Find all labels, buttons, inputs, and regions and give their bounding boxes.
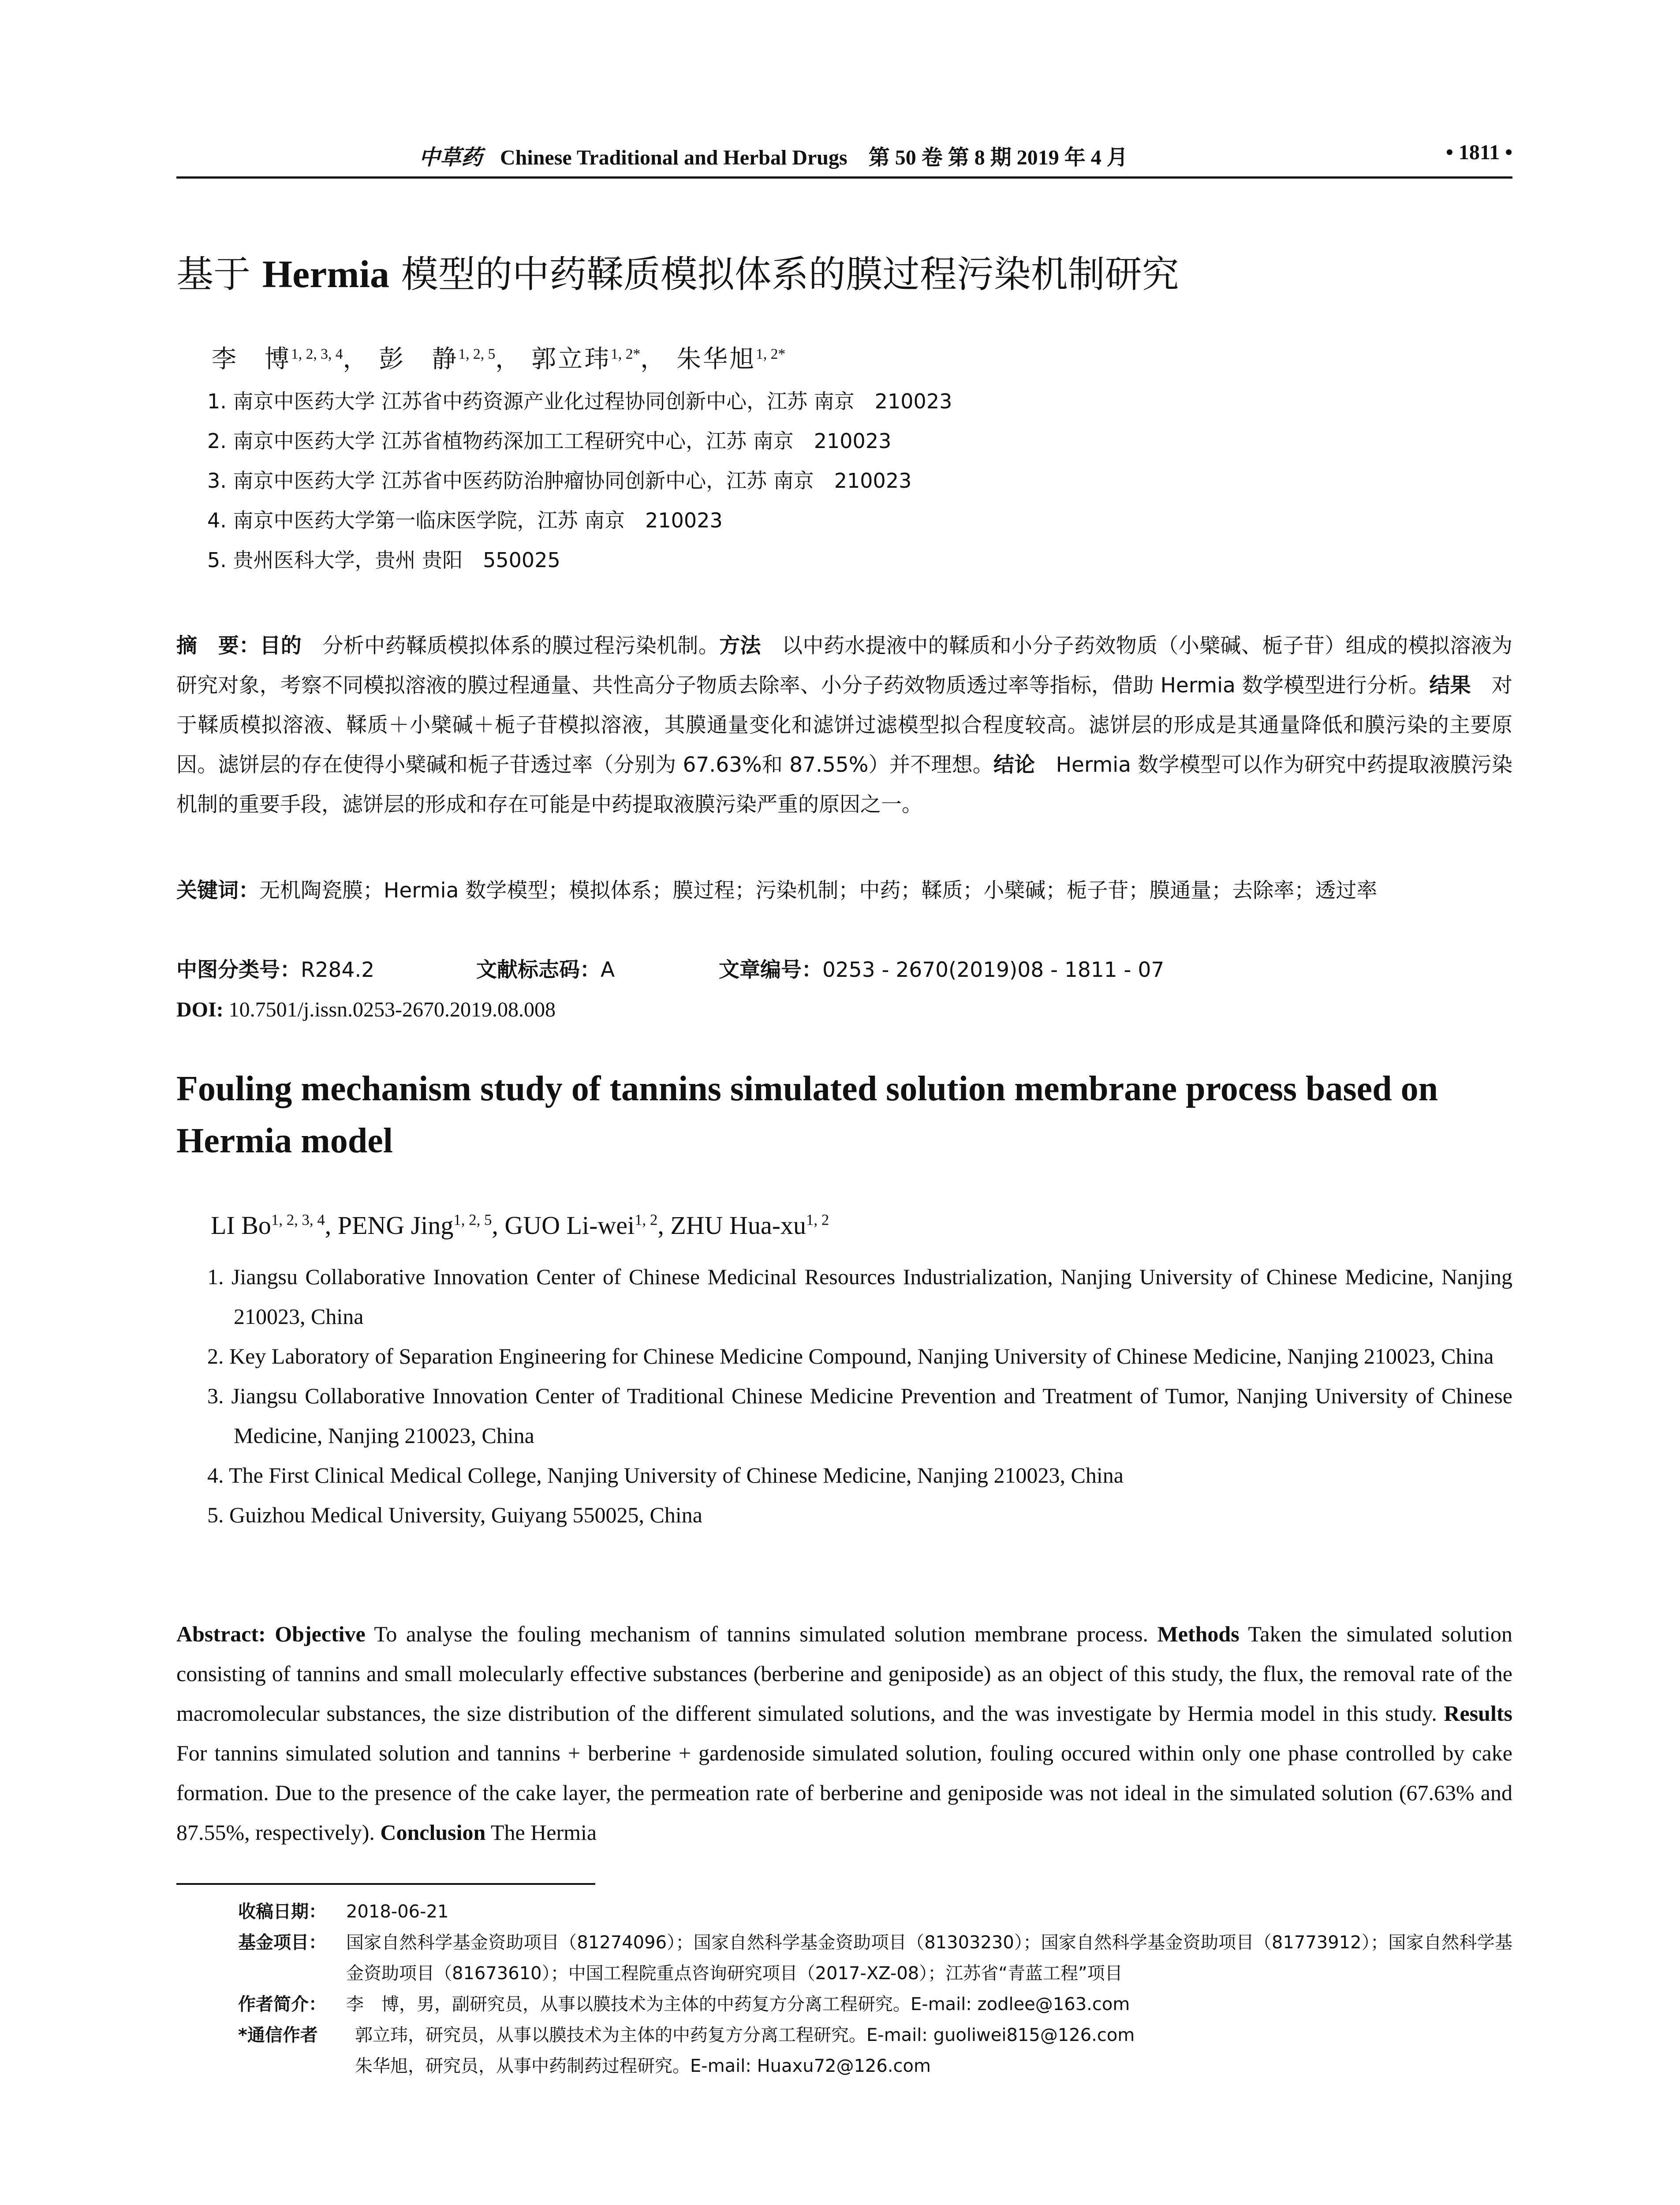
cn-affiliations <box>207 381 952 580</box>
en-title: Fouling mechanism study of tannins simulated solution membrane process based on Hermia model <box>176 1069 1438 1160</box>
affiliation: 5. Guizhou Medical University, Guiyang 550025, China <box>207 1502 702 1527</box>
cn-abstract: 摘 要：目的 分析中药鞣质模拟体系的膜过程污染机制。方法 以中药水提液中的鞣质和小分子药效物质（小檗碱、栀子苷）组成的模拟溶液为研究对象，考察不同模拟溶液的膜过程通量、共性高分子物质去除率、小分子药效物质透过率等指标，借助 Hermia 数学模型进行分析。结果 对于鞣质模拟溶液、鞣质＋小檗碱＋栀子苷模拟溶液，其膜通量变化和滤饼过滤模型拟合程度较高。滤饼层的形成是其通量降低和膜污染的主要原因。滤饼层的存在使得小檗碱和栀子苷透过率（分别为 67.63%和 87.55%）并不理想。结论 Hermia 数学模型可以作为研究中药提取液膜污染机制的重要手段，滤饼层的形成和存在可能是中药提取液膜污染严重的原因之一。 <box>176 634 1513 817</box>
footnotes <box>238 1896 1512 2082</box>
affiliation: 1. Jiangsu Collaborative Innovation Center of Chinese Medicinal Resources Industrialization, Nanjing University of Chinese Medicine, Nanjing 210023, China <box>207 1264 1512 1329</box>
document-code: 文献标志码：A <box>476 958 615 982</box>
footnote-rule <box>176 1883 595 1885</box>
footnote-author-bio: 作者简介： 李 博，男，副研究员，从事以膜技术为主体的中药复方分离工程研究。E-mail: zodlee@163.com <box>238 1994 1130 2014</box>
classification-line <box>176 950 1512 990</box>
header-rule <box>176 176 1512 179</box>
page-number: • 1811 • <box>1446 141 1512 164</box>
author: PENG Jing <box>337 1211 454 1240</box>
affiliation: 5. 贵州医科大学，贵州 贵阳 550025 <box>207 548 560 572</box>
affiliation: 4. 南京中医药大学第一临床医学院，江苏 南京 210023 <box>207 508 723 532</box>
clc-number: 中图分类号：R284.2 <box>176 958 375 982</box>
journal-issue: 第 50 卷 第 8 期 2019 年 4 月 <box>868 146 1128 169</box>
footnote-corresponding: *通信作者 郭立玮，研究员，从事以膜技术为主体的中药复方分离工程研究。E-mail: guoliwei815@126.com <box>238 2025 1135 2045</box>
affiliation: 1. 南京中医药大学 江苏省中药资源产业化过程协同创新中心，江苏 南京 210023 <box>207 389 952 413</box>
affiliation: 3. 南京中医药大学 江苏省中医药防治肿瘤协同创新中心，江苏 南京 210023 <box>207 469 912 493</box>
cn-title: 基于 Hermia 模型的中药鞣质模拟体系的膜过程污染机制研究 <box>176 253 1179 296</box>
doi: DOI: 10.7501/j.issn.0253-2670.2019.08.008 <box>176 998 556 1021</box>
affiliation: 4. The First Clinical Medical College, Nanjing University of Chinese Medicine, Nanjing 210023, China <box>207 1463 1124 1487</box>
author: 朱华旭 <box>676 345 756 374</box>
affiliation: 2. 南京中医药大学 江苏省植物药深加工工程研究中心，江苏 南京 210023 <box>207 429 892 453</box>
en-authors: LI Bo$^{1, 2, 3, 4}$, PENG Jing$^{1, 2, 5}$, GUO Li-wei$^{1, 2}$, ZHU Hua-xu$^{1, 2}$ <box>211 1211 829 1240</box>
header-journal <box>419 140 1128 171</box>
author: GUO Li-wei <box>504 1211 635 1240</box>
en-abstract: Abstract: Objective To analyse the fouling mechanism of tannins simulated solution membrane process. Methods Taken the simulated solution consisting of tannins and small molecularly effective substances (berberine and geniposide) as an object of this study, the flux, the removal rate of the macromolecular substances, the size distribution of the different simulated solutions, and the was investigate by Hermia model in this study. Results For tannins simulated solution and tannins + berberine + gardenoside simulated solution, fouling occured within only one phase controlled by cake formation. Due to the presence of the cake layer, the permeation rate of berberine and geniposide was not ideal in the simulated solution (67.63% and 87.55%, respectively). Conclusion The Hermia <box>176 1622 1512 1845</box>
affiliation: 2. Key Laboratory of Separation Engineering for Chinese Medicine Compound, Nanjing University of Chinese Medicine, Nanjing 210023, China <box>207 1344 1494 1368</box>
footnote-corresponding-2: 朱华旭，研究员，从事中药制药过程研究。E-mail: Huaxu72@126.com <box>355 2056 931 2076</box>
footnote-received: 收稿日期： 2018-06-21 <box>238 1902 449 1922</box>
journal-name-en: Chinese Traditional and Herbal Drugs <box>500 146 847 169</box>
author: 郭立玮 <box>531 345 611 374</box>
author: ZHU Hua-xu <box>670 1211 806 1240</box>
author: 彭 静 <box>379 345 459 374</box>
en-affiliations <box>207 1257 1512 1535</box>
footnote-funding: 基金项目： 国家自然科学基金资助项目（81274096）；国家自然科学基金资助项目（81303230）；国家自然科学基金资助项目（81773912）；国家自然科学基金资助项目（81673610）；中国工程院重点咨询研究项目（2017-XZ-08）；江苏省“青蓝工程”项目 <box>238 1932 1512 1984</box>
cn-keywords: 关键词：无机陶瓷膜；Hermia 数学模型；模拟体系；膜过程；污染机制；中药；鞣质；小檗碱；栀子苷；膜通量；去除率；透过率 <box>176 878 1378 903</box>
author: 李 博 <box>212 345 291 374</box>
affiliation: 3. Jiangsu Collaborative Innovation Center of Traditional Chinese Medicine Prevention and Treatment of Tumor, Nanjing University of Chinese Medicine, Nanjing 210023, China <box>207 1383 1512 1448</box>
journal-name-cn: 中草药 <box>419 145 483 170</box>
cn-authors: 李 博$^{1, 2, 3, 4}$， 彭 静$^{1, 2, 5}$， 郭立玮$^{1, 2*}$， 朱华旭$^{1, 2*}$ <box>212 345 786 374</box>
article-number: 文章编号：0253 - 2670(2019)08 - 1811 - 07 <box>719 958 1165 982</box>
running-header <box>176 140 1512 171</box>
author: LI Bo <box>211 1211 271 1240</box>
